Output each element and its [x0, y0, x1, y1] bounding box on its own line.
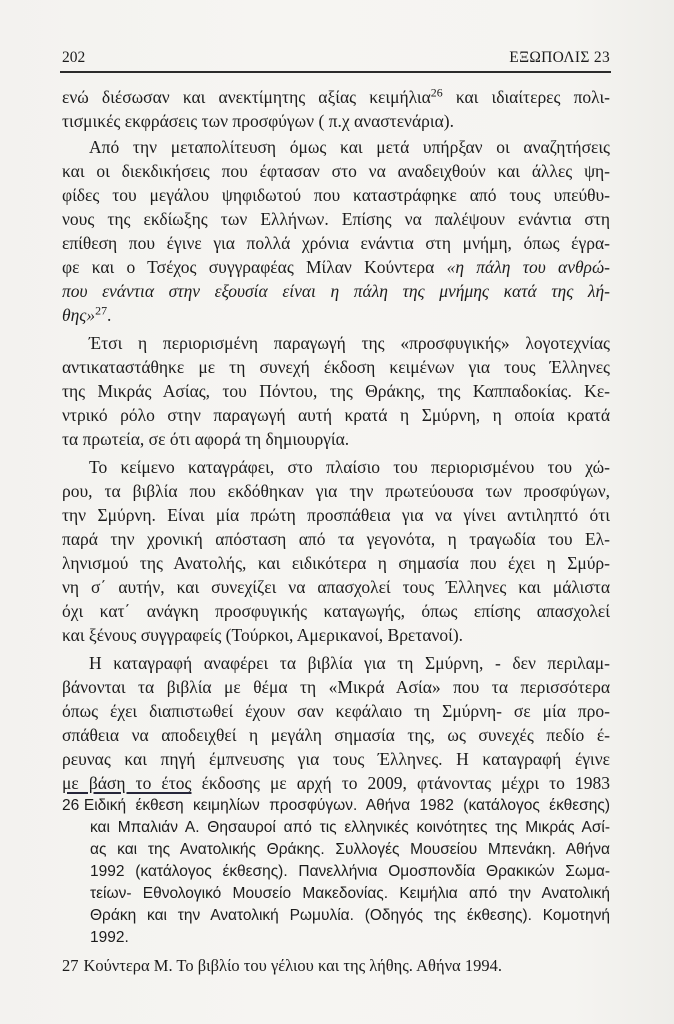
footnote-line: και Μπαλιάν Α. Θησαυροί από τις ελληνικές κοινότητες της Μικράς Ασί- — [90, 819, 610, 836]
footnotes — [62, 795, 610, 977]
line-text: έκδοσης με αρχή το 2009, φτάνοντας μέχρι το 1983 — [191, 773, 611, 793]
body-line: την Σμύρνη. Είναι μία πρώτη προσπάθεια για να γίνει αντιληπτό ότι — [62, 505, 610, 525]
footnote-text: Κούντερα Μ. Το βιβλίο του γέλιου και της λήθης. Αθήνα 1994. — [83, 956, 502, 975]
italic-quote: «η πάλη του ανθρώ- — [446, 257, 610, 277]
line-text: . — [107, 305, 112, 325]
underlined-phrase: με βάση το έτος — [62, 773, 192, 793]
footnote-line — [62, 955, 610, 977]
body-line: Η καταγραφή αναφέρει τα βιβλία για τη Σμύρνη, - δεν περιλαμ- — [89, 653, 610, 673]
body-line: βάνονται τα βιβλία με θέμα τη «Μικρά Ασία» που τα περισσότερα — [62, 677, 610, 697]
footnote-number: 27 — [62, 956, 79, 975]
body-line: Το κείμενο καταγράφει, στο πλαίσιο του περιορισμένου του χώ- — [89, 457, 610, 477]
header-rule — [60, 71, 611, 73]
footnote-text: Ειδική έκθεση κειμηλίων προσφύγων. Αθήνα 1982 (κατάλογος έκθεσης) — [83, 797, 610, 814]
paragraph — [62, 455, 610, 647]
body-line: ρου, τα βιβλία που εκδόθηκαν για την πρωτεύουσα των προσφύγων, — [62, 481, 610, 501]
page-number: 202 — [62, 49, 86, 66]
footnote-line: Θράκη και την Ανατολική Ρωμυλία. (Οδηγός της έκθεσης). Κομοτηνή — [90, 907, 610, 924]
body-line — [62, 771, 610, 795]
footnote-line: 1992. — [90, 929, 129, 946]
paragraph — [62, 651, 610, 795]
body-line: όπως έχει διαπιστωθεί έχουν σαν κεφάλαιο τη Σμύρνη- σε μία προ- — [62, 701, 610, 721]
footnote-line: τείων- Εθνολογικό Μουσείο Μακεδονίας. Κειμήλια από την Ανατολική — [90, 885, 610, 902]
footnote-line: ας και της Ανατολικής Θράκης. Συλλογές Μουσείου Μπενάκη. Αθήνα — [90, 841, 610, 858]
footnote-ref: 27 — [95, 303, 108, 318]
line-text: και ιδιαίτερες πολι- — [442, 87, 610, 107]
footnote-line — [62, 795, 610, 817]
paragraph — [62, 135, 610, 327]
body-line: Έτσι η περιορισμένη παραγωγή της «προσφυγικής» λογοτεχνίας — [89, 333, 610, 353]
paragraph — [62, 85, 610, 133]
italic-quote: θης» — [62, 305, 96, 325]
body-line: αντικαταστάθηκε με τη συνεχή έκδοση κειμένων για τους Έλληνες — [62, 357, 610, 377]
body-line: Από την μεταπολίτευση όμως και μετά υπήρξαν οι αναζητήσεις — [89, 137, 610, 157]
body-line: σπάθεια να αποδειχθεί η μεγάλη σημασία της, ως συνεχές πεδίο έ- — [62, 725, 610, 745]
footnote-ref: 26 — [430, 85, 443, 100]
body-line: παρά την χρονική απόσταση από τα γεγονότα, η τραγωδία του Ελ- — [62, 529, 610, 549]
body-line — [62, 279, 610, 303]
footnote-line: 1992 (κατάλογος έκθεσης). Πανελλήνια Ομοσπονδία Θρακικών Σωμα- — [90, 863, 610, 880]
footnote-number: 26 — [62, 797, 80, 814]
body-line: όχι κατ΄ ανάγκη προσφυγικής καταγωγής, όπως επίσης απασχολεί — [62, 601, 610, 621]
running-title: ΕΞΩΠΟΛΙΣ 23 — [509, 49, 610, 66]
line-text: φε και ο Τσέχος συγγραφέας Μίλαν Κούντερα — [62, 257, 447, 277]
body-line: τισμικές εκφράσεις των προσφύγων ( π.χ αναστενάρια). — [62, 111, 454, 131]
body-line: τα πρωτεία, σε ότι αφορά τη δημιουργία. — [62, 429, 350, 449]
body-text — [62, 85, 610, 795]
body-line: ντρικό ρόλο στην παραγωγή αυτή κρατά η Σμύρνη, η οποία κρατά — [62, 405, 610, 425]
body-line: νους της εκδίωξης των Ελλήνων. Επίσης να παλέψουν ενάντια στη — [62, 209, 610, 229]
italic-quote: που ενάντια στην εξουσία είναι η πάλη της μνήμης κατά της λή- — [62, 281, 610, 301]
footnote — [62, 955, 610, 977]
body-line: ληνισμού της Ανατολής, και ειδικότερα η σημασία που έχει η Σμύρ- — [62, 553, 610, 573]
body-line: της Μικράς Ασίας, του Πόντου, της Θράκης, της Καππαδοκίας. Κε- — [62, 381, 610, 401]
body-line: ρευνας και πηγή έμπνευσης για τους Έλληνες. Η καταγραφή έγινε — [62, 749, 610, 769]
body-line: και ξένους συγγραφείς (Τούρκοι, Αμερικανοί, Βρετανοί). — [62, 625, 464, 645]
body-line: νη σ΄ αυτήν, και συνεχίζει να απασχολεί τους Έλληνες και μάλιστα — [62, 577, 610, 597]
paragraph — [62, 331, 610, 451]
body-line: και οι διεκδικήσεις που έφτασαν στο να αναδειχθούν και άλλες ψη- — [62, 161, 610, 181]
body-line: επίθεση που έγινε για πολλά χρόνια ενάντια στη μνήμη, όπως έγρα- — [62, 233, 610, 253]
body-line — [62, 255, 610, 279]
footnote — [62, 795, 610, 949]
line-text: ενώ διέσωσαν και ανεκτίμητης αξίας κειμήλια — [62, 87, 431, 107]
body-line: φίδες του μεγάλου ψηφιδωτού που καταστράφηκε από τους υπεύθυ- — [62, 185, 610, 205]
body-line — [62, 85, 610, 109]
body-line — [62, 303, 610, 327]
